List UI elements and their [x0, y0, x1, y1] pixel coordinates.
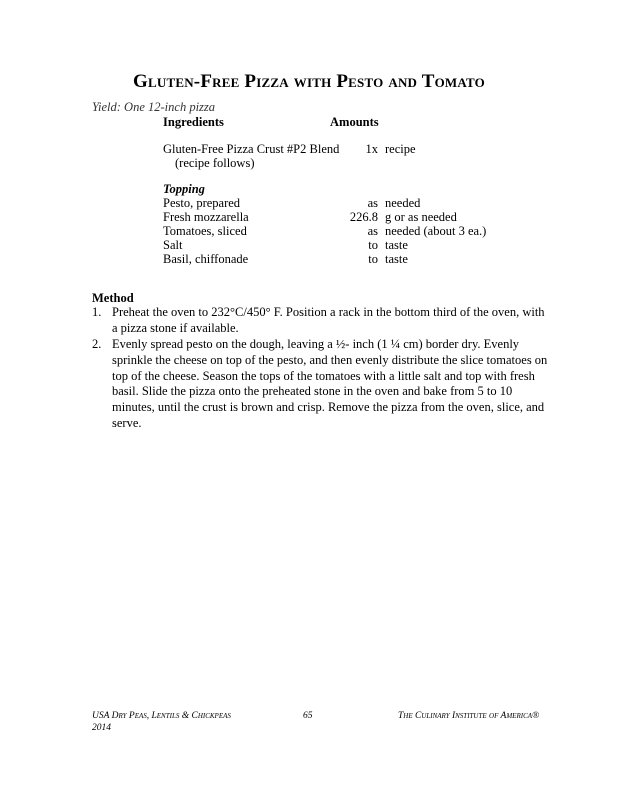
ingredient-unit: g or as needed — [385, 210, 457, 224]
ingredient-qty: as — [367, 224, 378, 238]
step-text: Evenly spread pesto on the dough, leaving a ½- inch (1 ¼ cm) border dry. Evenly sprinkle the cheese on top of the pesto, and then evenly distribute the slice tomatoes on top of the cheese. Season the tops of the tomatoes with a little salt and top with fresh basil. Slide the pizza onto the preheated stone in the oven and bake from 5 to 10 minutes, until the crust is brown and crisp. Remove the pizza from the oven, slice, and serve. — [112, 337, 548, 430]
ingredient-qty: as — [367, 196, 378, 210]
step-number: 1. — [92, 305, 102, 319]
method-step-2 — [92, 337, 552, 432]
footer-institute: The Culinary Institute of America® — [398, 711, 540, 721]
crust-unit: recipe — [385, 142, 416, 156]
ingredient-unit: needed — [385, 196, 421, 210]
ingredients-header: Ingredients — [163, 115, 224, 129]
ingredient-qty: 226.8 — [349, 210, 378, 224]
ingredient-name: Salt — [163, 238, 183, 252]
method-heading: Method — [92, 291, 134, 305]
ingredient-name: Pesto, prepared — [163, 196, 241, 210]
method-step-1 — [92, 305, 552, 337]
step-number: 2. — [92, 337, 102, 351]
ingredient-qty: to — [368, 238, 378, 252]
amounts-header: Amounts — [330, 115, 379, 129]
ingredient-unit: needed (about 3 ea.) — [385, 224, 487, 238]
ingredient-unit: taste — [385, 238, 408, 252]
footer-publication: USA Dry Peas, Lentils & Chickpeas — [92, 711, 231, 721]
ingredient-name: Fresh mozzarella — [163, 210, 249, 224]
ingredient-unit: taste — [385, 252, 408, 266]
crust-name: Gluten-Free Pizza Crust #P2 Blend — [163, 142, 340, 156]
topping-heading: Topping — [163, 182, 205, 196]
crust-note: (recipe follows) — [175, 156, 255, 170]
recipe-title: Gluten-Free Pizza with Pesto and Tomato — [133, 71, 485, 92]
step-text: Preheat the oven to 232°C/450° F. Position a rack in the bottom third of the oven, with a pizza stone if available. — [112, 305, 545, 335]
footer-year: 2014 — [92, 723, 111, 733]
crust-qty: 1x — [365, 142, 378, 156]
page-number: 65 — [303, 711, 313, 721]
ingredient-name: Basil, chiffonade — [163, 252, 249, 266]
ingredient-qty: to — [368, 252, 378, 266]
yield-text: Yield: One 12-inch pizza — [92, 100, 216, 114]
ingredient-name: Tomatoes, sliced — [163, 224, 247, 238]
